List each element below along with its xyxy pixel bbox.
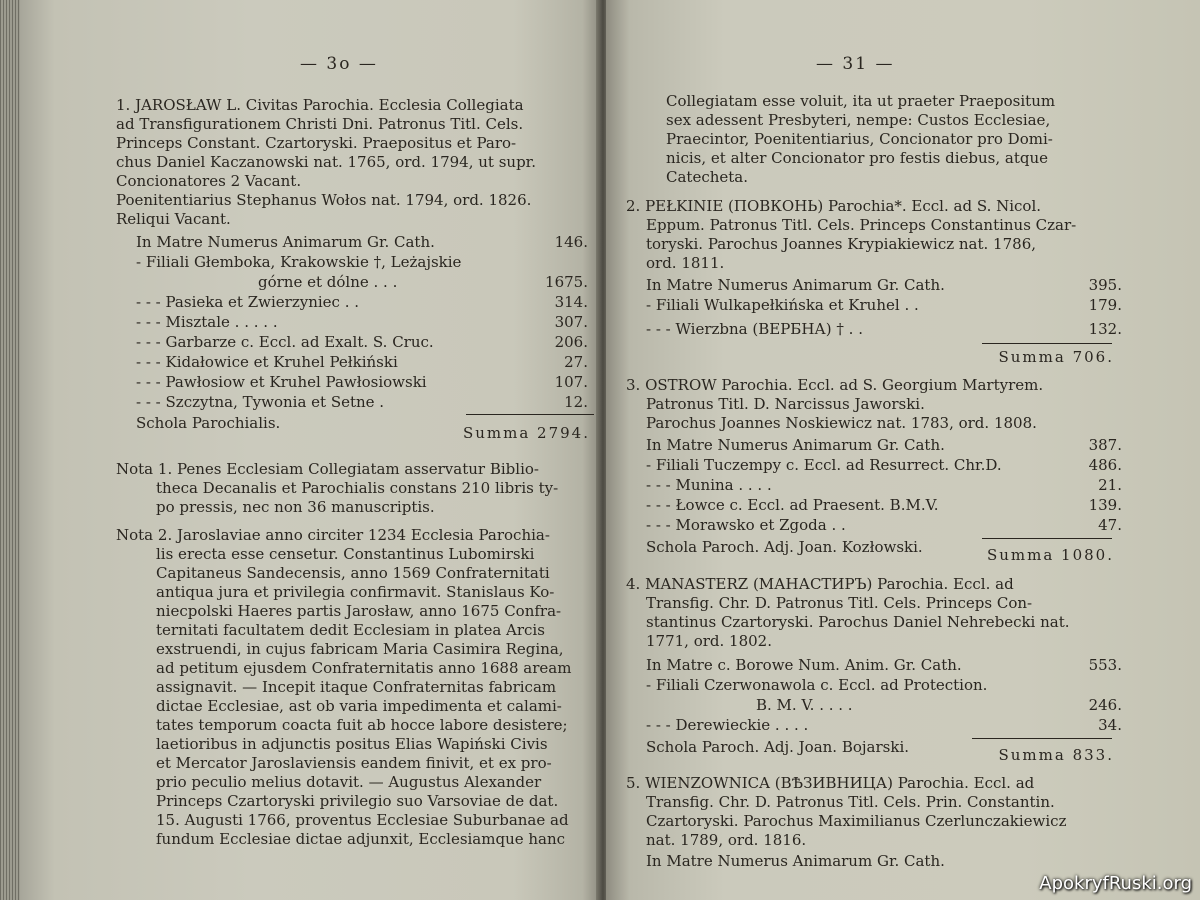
table-value: 553. <box>1088 656 1122 674</box>
table-row: In Matre Numerus Animarum Gr. Cath. <box>136 233 435 251</box>
table-value: 21. <box>1098 476 1122 494</box>
entry-heading: 4. MANASTERZ (МАНАСТИРЪ) Parochia. Eccl. ad <box>626 575 1014 593</box>
text-line: Collegiatam esse voluit, ita ut praeter Praepositum <box>666 92 1056 110</box>
table-row: - - - Derewieckie . . . . <box>646 716 809 734</box>
table-row: - Filiali Czerwonawola c. Eccl. ad Protection. <box>646 676 988 694</box>
right-page <box>606 0 1200 900</box>
table-value: 246. <box>1088 696 1122 714</box>
table-value: 139. <box>1088 496 1122 514</box>
summa: Summa 2794. <box>462 424 590 442</box>
text-line: Princeps Constant. Czartoryski. Praepositus et Paro- <box>116 134 517 152</box>
note-line: Nota 2. Jaroslaviae anno circiter 1234 Ecclesia Parochia- <box>116 526 550 544</box>
table-value: 107. <box>554 373 588 391</box>
note-line: po pressis, nec non 36 manuscriptis. <box>156 498 435 516</box>
table-row: - - - Garbarze c. Eccl. ad Exalt. S. Cruc. <box>136 333 434 351</box>
note-line: lis erecta esse censetur. Constantinus Lubomirski <box>156 545 535 563</box>
note-line: et Mercator Jaroslaviensis eandem finivit, et ex pro- <box>156 754 552 772</box>
text-line: Poenitentiarius Stephanus Wołos nat. 1794, ord. 1826. <box>116 191 532 209</box>
table-row: - - - Wierzbna (ВЕРБНА) † . . <box>646 320 863 338</box>
table-row: B. M. V. . . . . <box>756 696 853 714</box>
sum-rule <box>466 414 594 415</box>
table-value: 307. <box>554 313 588 331</box>
table-row: - - - Pawłosiow et Kruhel Pawłosiowski <box>136 373 427 391</box>
note-line: tates temporum coacta fuit ab hocce labore desistere; <box>156 716 568 734</box>
text-line: Transfig. Chr. D. Patronus Titl. Cels. Prin. Constantin. <box>646 793 1055 811</box>
note-line: fundum Ecclesiae dictae adjunxit, Ecclesiamque hanc <box>156 830 566 848</box>
sum-rule <box>972 738 1112 739</box>
table-row: - - - Munina . . . . <box>646 476 772 494</box>
table-row: In Matre c. Borowe Num. Anim. Gr. Cath. <box>646 656 962 674</box>
text-line: Reliqui Vacant. <box>116 210 231 228</box>
table-row: In Matre Numerus Animarum Gr. Cath. <box>646 852 945 870</box>
note-line: Princeps Czartoryski privilegio suo Varsoviae de dat. <box>156 792 559 810</box>
text-line: toryski. Parochus Joannes Krypiakiewicz nat. 1786, <box>646 235 1036 253</box>
table-row: - - - Kidałowice et Kruhel Pełkiński <box>136 353 398 371</box>
table-row: - - - Łowce c. Eccl. ad Praesent. B.M.V. <box>646 496 939 514</box>
note-line: exstruendi, in cujus fabricam Maria Casimira Regina, <box>156 640 564 658</box>
text-line: sex adessent Presbyteri, nempe: Custos Ecclesiae, <box>666 111 1051 129</box>
table-value: 314. <box>554 293 588 311</box>
entry-heading: 3. OSTROW Parochia. Eccl. ad S. Georgium Martyrem. <box>626 376 1044 394</box>
entry-heading: 5. WIENZOWNICA (ВѢЗИВНИЦА) Parochia. Eccl. ad <box>626 774 1035 792</box>
table-value: 47. <box>1098 516 1122 534</box>
summa: Summa 833. <box>998 746 1114 764</box>
table-value: 27. <box>564 353 588 371</box>
table-row: Schola Paroch. Adj. Joan. Bojarski. <box>646 738 910 756</box>
summa: Summa 1080. <box>986 546 1114 564</box>
text-line: 1771, ord. 1802. <box>646 632 772 650</box>
note-line: 15. Augusti 1766, proventus Ecclesiae Suburbanae ad <box>156 811 569 829</box>
note-line: antiqua jura et privilegia confirmavit. Stanislaus Ko- <box>156 583 555 601</box>
table-value: 132. <box>1088 320 1122 338</box>
table-row: Schola Paroch. Adj. Joan. Kozłowski. <box>646 538 923 556</box>
note-line: prio peculio melius dotavit. — Augustus Alexander <box>156 773 542 791</box>
text-line: ord. 1811. <box>646 254 725 272</box>
note-line: Capitaneus Sandecensis, anno 1569 Confraternitati <box>156 564 550 582</box>
text-line: Patronus Titl. D. Narcissus Jaworski. <box>646 395 925 413</box>
text-line: Transfig. Chr. D. Patronus Titl. Cels. Princeps Con- <box>646 594 1033 612</box>
table-value: 146. <box>554 233 588 251</box>
text-line: nat. 1789, ord. 1816. <box>646 831 807 849</box>
table-row: - Filiali Głemboka, Krakowskie †, Leżajskie <box>136 253 462 271</box>
table-value: 486. <box>1088 456 1122 474</box>
sum-rule <box>982 343 1112 344</box>
note-line: niecpolski Haeres partis Jarosław, anno 1675 Confra- <box>156 602 562 620</box>
table-row: In Matre Numerus Animarum Gr. Cath. <box>646 436 945 454</box>
note-line: assignavit. — Incepit itaque Confraternitas fabricam <box>156 678 557 696</box>
table-row: Schola Parochialis. <box>136 414 281 432</box>
table-row: - - - Misztale . . . . . <box>136 313 278 331</box>
watermark: ApokryfRuski.org <box>1039 873 1192 894</box>
note-line: Nota 1. Penes Ecclesiam Collegiatam asservatur Biblio- <box>116 460 539 478</box>
page-number: — 31 — <box>816 54 895 74</box>
note-line: laetioribus in adjunctis positus Elias Wapiński Civis <box>156 735 548 753</box>
text-line: Czartoryski. Parochus Maximilianus Czerlunczakiewicz <box>646 812 1067 830</box>
book-edge <box>0 0 20 900</box>
entry-heading: 2. PEŁKINIE (ПОВКОНЬ) Parochia*. Eccl. ad S. Nicol. <box>626 197 1042 215</box>
text-line: Praecintor, Poenitentiarius, Concionator pro Domi- <box>666 130 1053 148</box>
left-page <box>20 0 600 900</box>
text-line: Parochus Joannes Noskiewicz nat. 1783, ord. 1808. <box>646 414 1037 432</box>
page-number: — 3o — <box>300 54 378 74</box>
table-row: - - - Szczytna, Tywonia et Setne . <box>136 393 385 411</box>
table-value: 387. <box>1088 436 1122 454</box>
table-row: - - - Morawsko et Zgoda . . <box>646 516 846 534</box>
table-row: In Matre Numerus Animarum Gr. Cath. <box>646 276 945 294</box>
text-line: Eppum. Patronus Titl. Cels. Princeps Constantinus Czar- <box>646 216 1077 234</box>
table-row: górne et dólne . . . <box>258 273 398 291</box>
table-row: - Filiali Tuczempy c. Eccl. ad Resurrect. Chr.D. <box>646 456 1002 474</box>
note-line: ternitati facultatem dedit Ecclesiam in platea Arcis <box>156 621 545 639</box>
table-row: - - - Pasieka et Zwierzyniec . . <box>136 293 360 311</box>
text-line: nicis, et alter Concionator pro festis diebus, atque <box>666 149 1049 167</box>
table-value: 395. <box>1088 276 1122 294</box>
table-row: - Filiali Wulkapełkińska et Kruhel . . <box>646 296 919 314</box>
note-line: dictae Ecclesiae, ast ob varia impedimenta et calami- <box>156 697 562 715</box>
text-line: stantinus Czartoryski. Parochus Daniel Nehrebecki nat. <box>646 613 1070 631</box>
text-line: chus Daniel Kaczanowski nat. 1765, ord. 1794, ut supr. <box>116 153 536 171</box>
note-line: theca Decanalis et Parochialis constans 210 libris ty- <box>156 479 559 497</box>
table-value: 1675. <box>545 273 588 291</box>
table-value: 179. <box>1088 296 1122 314</box>
text-line: Catecheta. <box>666 168 749 186</box>
table-value: 206. <box>554 333 588 351</box>
summa: Summa 706. <box>998 348 1114 366</box>
table-value: 34. <box>1098 716 1122 734</box>
sum-rule <box>982 538 1112 539</box>
text-line: ad Transfigurationem Christi Dni. Patronus Titl. Cels. <box>116 115 524 133</box>
note-line: ad petitum ejusdem Confraternitatis anno 1688 aream <box>156 659 572 677</box>
text-line: 1. JAROSŁAW L. Civitas Parochia. Ecclesia Collegiata <box>116 96 524 114</box>
text-line: Concionatores 2 Vacant. <box>116 172 302 190</box>
table-value: 12. <box>564 393 588 411</box>
